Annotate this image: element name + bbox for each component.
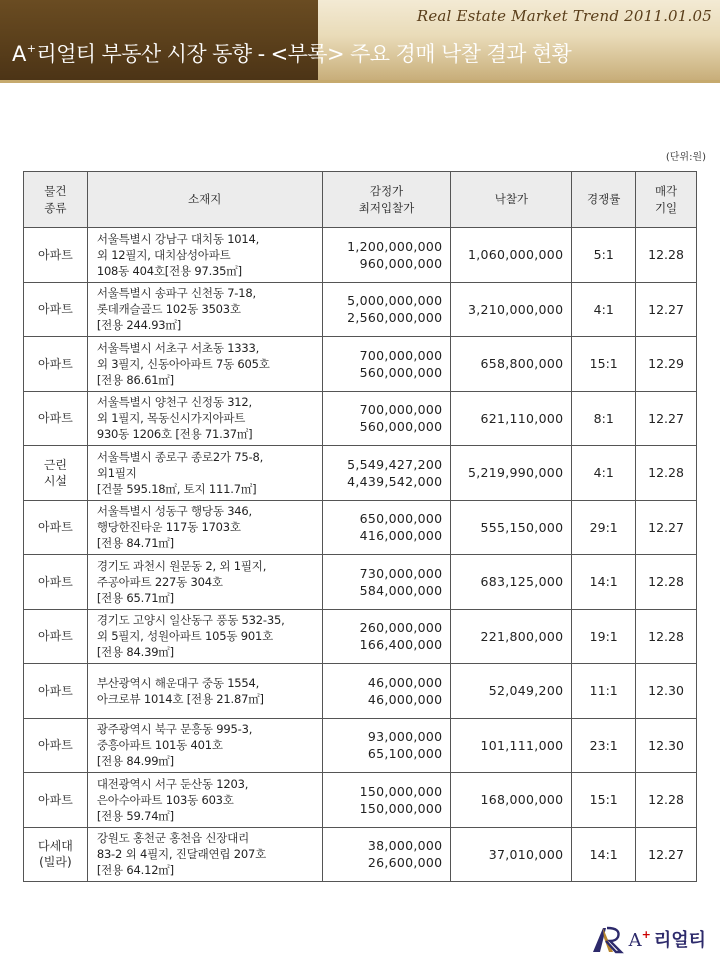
cell-location: 서울특별시 종로구 종로2가 75-8, 외1필지 [건물 595.18㎡, 토지 111.7㎡] — [87, 446, 322, 501]
cell-appraisal: 5,000,000,000 2,560,000,000 — [322, 282, 451, 337]
page-title — [12, 38, 571, 68]
report-trend-date: Real Estate Market Trend 2011.01.05 — [416, 7, 712, 25]
cell-appraisal: 260,000,000 166,400,000 — [322, 609, 451, 664]
table-row — [24, 337, 697, 392]
cell-competition: 8:1 — [572, 391, 636, 446]
cell-sale-date: 12.29 — [636, 337, 697, 392]
cell-type: 다세대 (빌라) — [24, 827, 88, 882]
table-body — [24, 228, 697, 882]
cell-competition: 29:1 — [572, 500, 636, 555]
cell-type: 근린 시설 — [24, 446, 88, 501]
cell-competition: 4:1 — [572, 282, 636, 337]
cell-type: 아파트 — [24, 282, 88, 337]
cell-type: 아파트 — [24, 337, 88, 392]
cell-winning-bid: 52,049,200 — [451, 664, 572, 719]
table-row — [24, 228, 697, 283]
cell-competition: 14:1 — [572, 827, 636, 882]
cell-location: 경기도 고양시 일산동구 풍동 532-35, 외 5필지, 성원아파트 105동 901호 [전용 84.39㎡] — [87, 609, 322, 664]
cell-competition: 5:1 — [572, 228, 636, 283]
table-row — [24, 664, 697, 719]
cell-winning-bid: 101,111,000 — [451, 718, 572, 773]
cell-appraisal: 730,000,000 584,000,000 — [322, 555, 451, 610]
cell-winning-bid: 221,800,000 — [451, 609, 572, 664]
cell-sale-date: 12.27 — [636, 827, 697, 882]
cell-winning-bid: 168,000,000 — [451, 773, 572, 828]
cell-winning-bid: 5,219,990,000 — [451, 446, 572, 501]
cell-type: 아파트 — [24, 228, 88, 283]
cell-appraisal: 38,000,000 26,600,000 — [322, 827, 451, 882]
cell-competition: 15:1 — [572, 337, 636, 392]
table-row — [24, 827, 697, 882]
cell-winning-bid: 37,010,000 — [451, 827, 572, 882]
header-type: 물건 종류 — [24, 172, 88, 228]
title-appendix-text: <부록> 주요 경매 낙찰 결과 현황 — [270, 42, 572, 66]
table-row — [24, 500, 697, 555]
cell-location: 부산광역시 해운대구 중동 1554, 아크로뷰 1014호 [전용 21.87㎡] — [87, 664, 322, 719]
table-row — [24, 773, 697, 828]
cell-type: 아파트 — [24, 609, 88, 664]
cell-type: 아파트 — [24, 391, 88, 446]
table-row — [24, 718, 697, 773]
logo-mark-icon — [591, 924, 625, 954]
company-logo — [591, 924, 706, 954]
header-location: 소재지 — [87, 172, 322, 228]
header-sale-date: 매각 기일 — [636, 172, 697, 228]
unit-label: (단위:원) — [665, 152, 706, 163]
cell-sale-date: 12.27 — [636, 391, 697, 446]
cell-location: 서울특별시 성동구 행당동 346, 행당한진타운 117동 1703호 [전용 84.71㎡] — [87, 500, 322, 555]
cell-appraisal: 700,000,000 560,000,000 — [322, 391, 451, 446]
cell-sale-date: 12.28 — [636, 555, 697, 610]
cell-winning-bid: 683,125,000 — [451, 555, 572, 610]
cell-location: 강원도 홍천군 홍천읍 신장대리 83-2 외 4필지, 진달래연립 207호 [전용 64.12㎡] — [87, 827, 322, 882]
cell-sale-date: 12.30 — [636, 718, 697, 773]
cell-appraisal: 650,000,000 416,000,000 — [322, 500, 451, 555]
table-row — [24, 282, 697, 337]
cell-sale-date: 12.27 — [636, 282, 697, 337]
cell-winning-bid: 555,150,000 — [451, 500, 572, 555]
cell-winning-bid: 658,800,000 — [451, 337, 572, 392]
cell-winning-bid: 1,060,000,000 — [451, 228, 572, 283]
cell-sale-date: 12.28 — [636, 446, 697, 501]
cell-type: 아파트 — [24, 500, 88, 555]
cell-appraisal: 46,000,000 46,000,000 — [322, 664, 451, 719]
cell-location: 광주광역시 북구 문흥동 995-3, 중흥아파트 101동 401호 [전용 84.99㎡] — [87, 718, 322, 773]
cell-competition: 11:1 — [572, 664, 636, 719]
title-brand-a: A — [12, 42, 26, 66]
title-brand-plus: + — [26, 42, 36, 55]
title-main-text: 리얼티 부동산 시장 동향 - — [36, 42, 271, 66]
cell-winning-bid: 621,110,000 — [451, 391, 572, 446]
cell-location: 서울특별시 강남구 대치동 1014, 외 12필지, 대치삼성아파트 108동 404호[전용 97.35㎡] — [87, 228, 322, 283]
cell-appraisal: 93,000,000 65,100,000 — [322, 718, 451, 773]
cell-appraisal: 150,000,000 150,000,000 — [322, 773, 451, 828]
cell-winning-bid: 3,210,000,000 — [451, 282, 572, 337]
cell-competition: 15:1 — [572, 773, 636, 828]
cell-location: 서울특별시 송파구 신천동 7-18, 롯데캐슬골드 102동 3503호 [전용 244.93㎡] — [87, 282, 322, 337]
cell-appraisal: 700,000,000 560,000,000 — [322, 337, 451, 392]
cell-type: 아파트 — [24, 773, 88, 828]
cell-location: 서울특별시 양천구 신정동 312, 외 1필지, 목동신시가지아파트 930동 1206호 [전용 71.37㎡] — [87, 391, 322, 446]
cell-sale-date: 12.28 — [636, 228, 697, 283]
cell-competition: 14:1 — [572, 555, 636, 610]
cell-competition: 4:1 — [572, 446, 636, 501]
cell-sale-date: 12.30 — [636, 664, 697, 719]
header-winning-bid: 낙찰가 — [451, 172, 572, 228]
cell-appraisal: 5,549,427,200 4,439,542,000 — [322, 446, 451, 501]
cell-sale-date: 12.28 — [636, 609, 697, 664]
header-divider — [0, 80, 720, 83]
cell-type: 아파트 — [24, 555, 88, 610]
table-row — [24, 391, 697, 446]
auction-results-table — [23, 171, 697, 882]
table-row — [24, 609, 697, 664]
cell-location: 경기도 과천시 원문동 2, 외 1필지, 주공아파트 227동 304호 [전용 65.71㎡] — [87, 555, 322, 610]
cell-location: 대전광역시 서구 둔산동 1203, 은아수아파트 103동 603호 [전용 59.74㎡] — [87, 773, 322, 828]
cell-location: 서울특별시 서초구 서초동 1333, 외 3필지, 신동아아파트 7동 605호 [전용 86.61㎡] — [87, 337, 322, 392]
cell-sale-date: 12.28 — [636, 773, 697, 828]
table-row — [24, 446, 697, 501]
cell-type: 아파트 — [24, 664, 88, 719]
logo-wordmark: A+ 리얼티 — [628, 928, 706, 951]
cell-competition: 19:1 — [572, 609, 636, 664]
header-appraisal: 감정가 최저입찰가 — [322, 172, 451, 228]
cell-sale-date: 12.27 — [636, 500, 697, 555]
table-header-row — [24, 172, 697, 228]
cell-appraisal: 1,200,000,000 960,000,000 — [322, 228, 451, 283]
header-competition: 경쟁률 — [572, 172, 636, 228]
table-row — [24, 555, 697, 610]
cell-competition: 23:1 — [572, 718, 636, 773]
cell-type: 아파트 — [24, 718, 88, 773]
header-bar — [0, 0, 720, 80]
